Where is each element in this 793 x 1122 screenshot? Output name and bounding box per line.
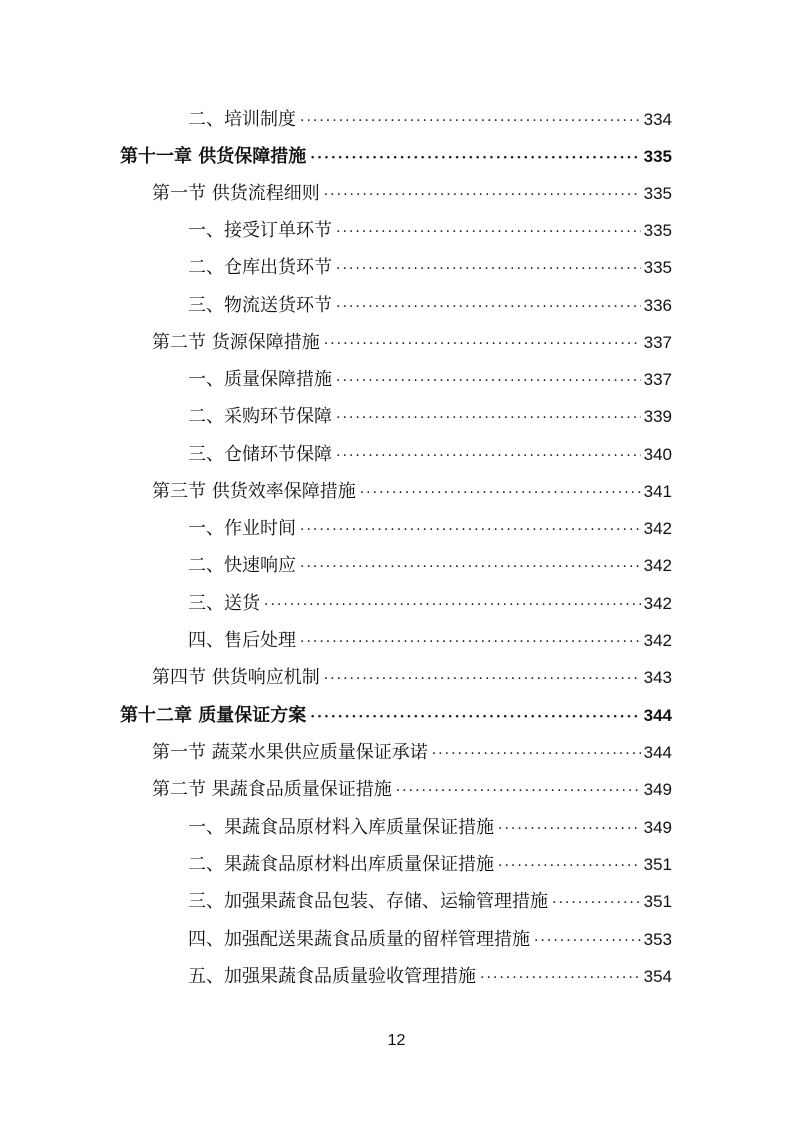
toc-entry-page: 339 [643,407,672,426]
toc-entry-label: 一、果蔬食品原材料入库质量保证措施 [188,817,494,838]
dot-leader [498,811,641,848]
toc-entry-label: 第一节 蔬菜水果供应质量保证承诺 [152,742,428,763]
toc-entry-page: 335 [643,258,672,277]
toc-chapter[interactable] [120,138,672,175]
toc-entry-label: 第三节 供货效率保障措施 [152,481,356,502]
dot-leader [498,848,641,885]
toc-entry-label: 二、仓库出货环节 [188,257,332,278]
toc-entry-page: 336 [643,296,672,315]
toc-entry-page: 351 [643,892,672,911]
toc-entry-label: 三、送货 [188,593,260,614]
dot-leader [336,214,641,251]
dot-leader [396,773,641,810]
toc-section[interactable] [152,771,672,808]
toc-section[interactable] [152,175,672,212]
toc-chapter[interactable] [120,697,672,734]
toc-entry[interactable] [188,436,672,473]
toc-entry[interactable] [188,622,672,659]
toc-entry-page: 341 [643,482,672,501]
toc-entry-label: 一、接受订单环节 [188,220,332,241]
toc-section[interactable] [152,734,672,771]
toc-section[interactable] [152,324,672,361]
toc-entry-label: 二、培训制度 [188,109,296,130]
dot-leader [324,661,641,698]
toc-entry-page: 354 [643,967,672,986]
dot-leader [324,177,641,214]
toc-entry-label: 四、加强配送果蔬食品质量的留样管理措施 [188,929,530,950]
page-number: 12 [387,1032,406,1049]
toc-entry-label: 一、质量保障措施 [188,369,332,390]
toc-entry-page: 342 [643,594,672,613]
dot-leader [360,475,641,512]
toc-entry-page: 340 [643,445,672,464]
dot-leader [324,326,641,363]
dot-leader [310,140,640,177]
toc-entry[interactable] [188,249,672,286]
toc-entry-page: 351 [643,855,672,874]
dot-leader [300,549,641,586]
toc-entry-label: 二、果蔬食品原材料出库质量保证措施 [188,854,494,875]
dot-leader [264,587,641,624]
toc-entry-label: 二、采购环节保障 [188,406,332,427]
dot-leader [552,885,641,922]
toc-entry[interactable] [188,510,672,547]
toc-entry[interactable] [188,287,672,324]
toc-entry-label: 三、加强果蔬食品包装、存储、运输管理措施 [188,891,548,912]
toc-entry-label: 第二节 货源保障措施 [152,332,320,353]
toc-section[interactable] [152,659,672,696]
toc-entry-page: 342 [643,631,672,650]
toc-entry[interactable] [188,883,672,920]
toc-entry-page: 349 [643,818,672,837]
toc-entry[interactable] [188,212,672,249]
toc-entry[interactable] [188,398,672,435]
toc-entry-page: 337 [643,370,672,389]
toc-entry-label: 一、作业时间 [188,518,296,539]
toc-entry[interactable] [188,585,672,622]
dot-leader [336,400,641,437]
toc-entry-page: 337 [643,333,672,352]
toc-section[interactable] [152,473,672,510]
toc-entry-label: 第二节 果蔬食品质量保证措施 [152,779,392,800]
dot-leader [300,624,641,661]
toc-entry-label: 二、快速响应 [188,555,296,576]
toc-entry-page: 342 [643,519,672,538]
dot-leader [310,699,640,736]
toc-entry-label: 三、物流送货环节 [188,295,332,316]
toc-entry-page: 349 [643,780,672,799]
dot-leader [432,736,641,773]
toc-entry-page: 343 [643,668,672,687]
toc-entry[interactable] [188,921,672,958]
toc-entry-label: 三、仓储环节保障 [188,444,332,465]
toc-entry[interactable] [188,809,672,846]
dot-leader [336,363,641,400]
dot-leader [300,103,641,140]
dot-leader [336,251,641,288]
toc-entry[interactable] [188,101,672,138]
toc-entry-page: 335 [643,221,672,240]
dot-leader [336,438,641,475]
toc-entry-label: 第十二章 质量保证方案 [120,705,307,726]
toc-entry[interactable] [188,547,672,584]
toc-entry-page: 353 [643,930,672,949]
toc-entry-page: 335 [643,147,672,166]
toc-entry-label: 五、加强果蔬食品质量验收管理措施 [188,966,476,987]
toc-entry-page: 334 [643,110,672,129]
toc-entry-page: 344 [643,706,672,725]
dot-leader [480,960,641,997]
toc-entry-page: 344 [643,743,672,762]
dot-leader [534,923,641,960]
toc-entry[interactable] [188,361,672,398]
toc-entry-label: 四、售后处理 [188,630,296,651]
dot-leader [300,512,641,549]
dot-leader [336,289,641,326]
toc-entry-label: 第四节 供货响应机制 [152,667,320,688]
toc-entry-label: 第十一章 供货保障措施 [120,146,307,167]
toc-entry-label: 第一节 供货流程细则 [152,183,320,204]
toc-entry[interactable] [188,958,672,995]
toc-entry[interactable] [188,846,672,883]
toc-entry-page: 335 [643,184,672,203]
toc-entry-page: 342 [643,556,672,575]
